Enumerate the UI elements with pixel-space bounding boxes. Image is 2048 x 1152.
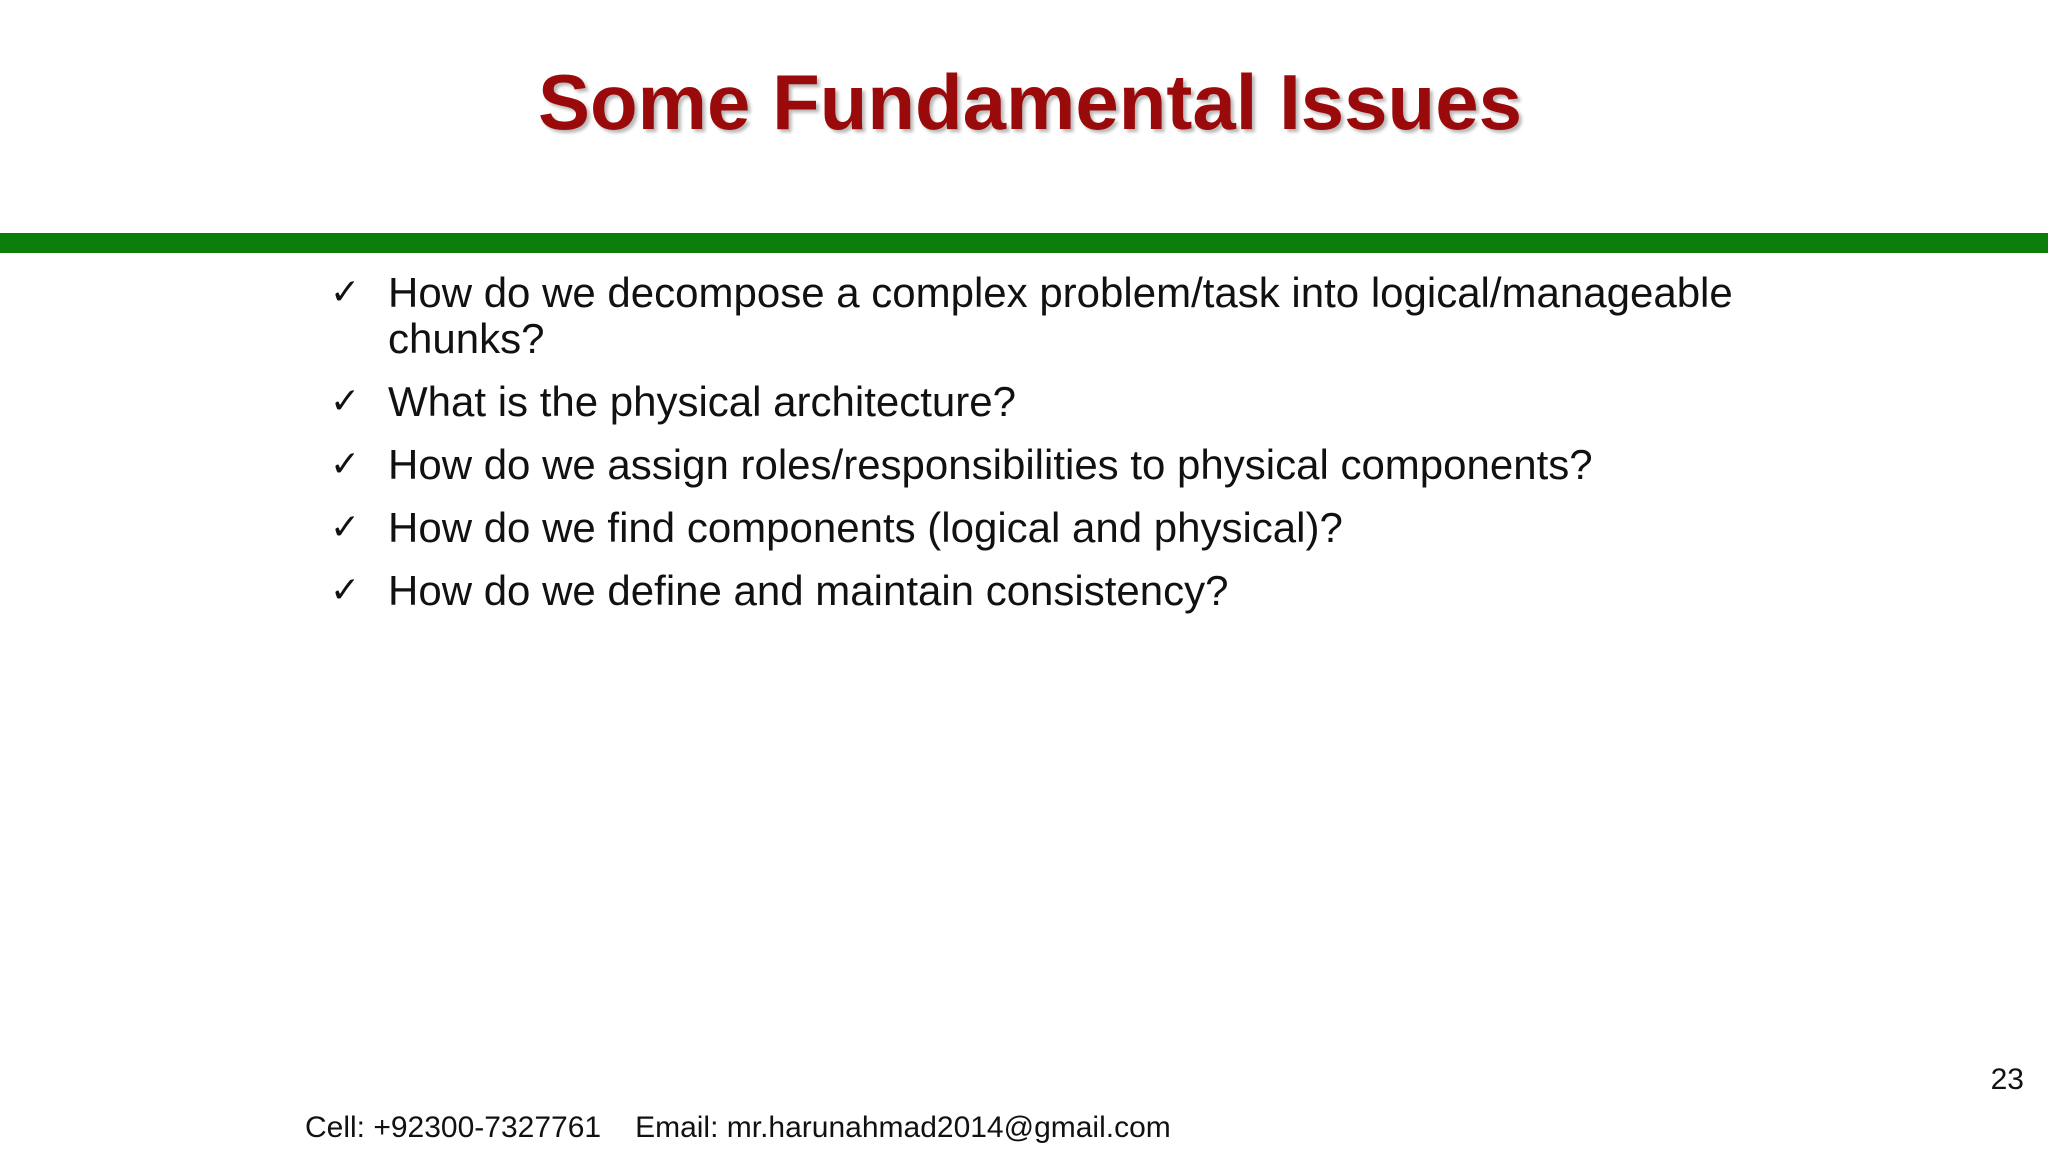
bullet-text: How do we assign roles/responsibilities to physical components? [388, 441, 1593, 488]
checkmark-icon: ✓ [330, 381, 361, 422]
footer-cell: Cell: +92300-7327761 [305, 1111, 602, 1144]
checkmark-icon: ✓ [330, 444, 361, 485]
bullet-text: How do we define and maintain consistency? [388, 567, 1229, 614]
list-item [330, 505, 1830, 551]
list-item [330, 568, 1830, 614]
list-item [330, 442, 1830, 488]
bullet-list [330, 270, 1830, 631]
footer-email: Email: mr.harunahmad2014@gmail.com [635, 1111, 1171, 1144]
bullet-text: How do we find components (logical and physical)? [388, 504, 1343, 551]
slide-title: Some Fundamental Issues [538, 58, 1522, 146]
checkmark-icon: ✓ [330, 570, 361, 611]
bullet-text: How do we decompose a complex problem/task into logical/manageable chunks? [388, 269, 1733, 362]
list-item [330, 270, 1830, 362]
list-item [330, 379, 1830, 425]
page-number: 23 [1990, 1063, 2024, 1096]
footer-contact [305, 1108, 1171, 1148]
checkmark-icon: ✓ [330, 507, 361, 548]
bullet-text: What is the physical architecture? [388, 378, 1016, 425]
checkmark-icon: ✓ [330, 272, 361, 313]
title-divider [0, 233, 2048, 253]
